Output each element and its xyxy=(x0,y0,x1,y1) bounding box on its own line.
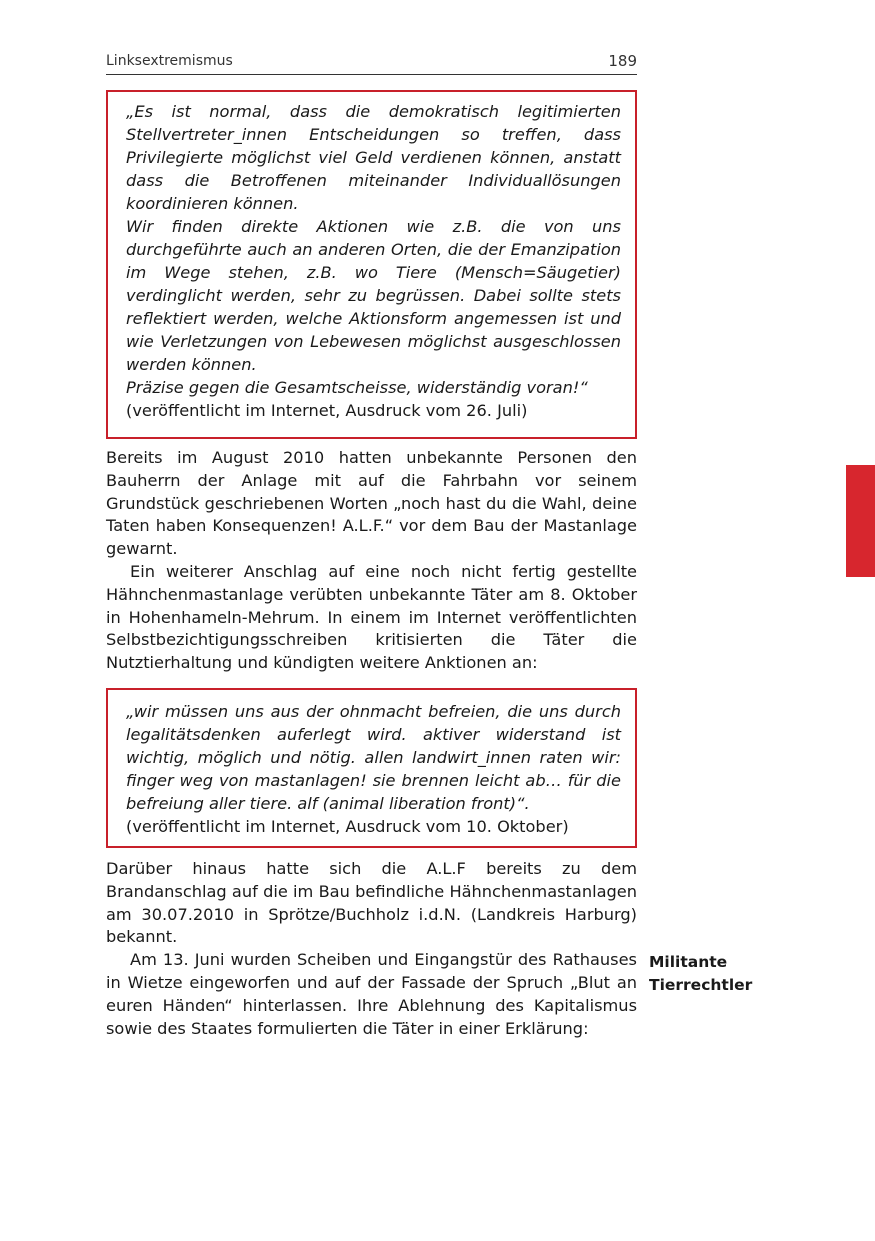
quote-box-2 xyxy=(106,688,637,848)
paragraph: Darüber hinaus hatte sich die A.L.F bereits zu dem Brandanschlag auf die im Bau befindliche Hähnchenmastanlagen am 30.07.2010 in Sprötze/Buchholz i.d.N. (Landkreis Harburg) bekannt. xyxy=(106,859,637,947)
paragraph: Bereits im August 2010 hatten unbekannte Personen den Bauherrn der Anlage mit auf die Fahrbahn vor seinem Grundstück geschriebenen Worten „noch hast du die Wahl, deine Taten haben Konsequenzen! A.L.F.“ vor dem Bau der Mastanlage gewarnt. xyxy=(106,448,637,559)
chapter-thumb-tab xyxy=(846,465,875,577)
quote-1-paragraph-3: Präzise gegen die Gesamtscheisse, widerständig voran!“ xyxy=(126,378,588,397)
marginal-note-line: Militante xyxy=(649,953,728,971)
quote-2-text: „wir müssen uns aus der ohnmacht befreien, die uns durch legalitätsdenken auferlegt wird. aktiver widerstand ist wichtig, möglich und nötig. allen landwirt_innen raten wir: finger weg von mastanlagen! sie brennen leicht ab… für die befreiung aller tiere. alf (animal liberation front)“. xyxy=(126,702,621,813)
marginal-note-line: Tierrechtler xyxy=(649,975,753,994)
page-number: 189 xyxy=(608,52,637,70)
page-header xyxy=(106,50,637,75)
quote-1-source: (veröffentlicht im Internet, Ausdruck vom 26. Juli) xyxy=(126,401,528,420)
quote-1-paragraph-2: Wir finden direkte Aktionen wie z.B. die von uns durchgeführte auch an anderen Orten, die der Emanzipation im Wege stehen, z.B. wo Tiere (Mensch=Säugetier) verdinglicht werden, sehr zu begrüssen. Dabei sollte stets reflektiert werden, welche Aktionsform angemessen ist und wie Verletzungen von Lebewesen möglichst ausgeschlossen werden können. xyxy=(126,217,621,374)
quote-2-source: (veröffentlicht im Internet, Ausdruck vom 10. Oktober) xyxy=(126,817,569,836)
quote-box-1 xyxy=(106,90,637,439)
marginal-note xyxy=(649,951,789,996)
quote-1-paragraph-1: „Es ist normal, dass die demokratisch legitimierten Stellvertreter_innen Entscheidungen so treffen, dass Privilegierte möglichst viel Geld verdienen können, anstatt dass die Betroffenen miteinander Individuallösungen koordinieren können. xyxy=(126,102,621,213)
running-title: Linksextremismus xyxy=(106,53,233,69)
body-text-block-2 xyxy=(106,858,637,1040)
paragraph: Am 13. Juni wurden Scheiben und Eingangstür des Rathauses in Wietze eingeworfen und auf der Fassade der Spruch „Blut an euren Händen“ hinterlassen. Ihre Ablehnung des Kapitalismus sowie des Staates formulierten die Täter in einer Erklärung: xyxy=(106,950,637,1038)
paragraph: Ein weiterer Anschlag auf eine noch nicht fertig gestellte Hähnchenmastanlage verübten unbekannte Täter am 8. Oktober in Hohenhameln-Mehrum. In einem im Internet veröffentlichten Selbstbezichtigungsschreiben kritisierten die Täter die Nutztierhaltung und kündigten weitere Anktionen an: xyxy=(106,561,637,673)
body-text-block-1 xyxy=(106,447,637,675)
